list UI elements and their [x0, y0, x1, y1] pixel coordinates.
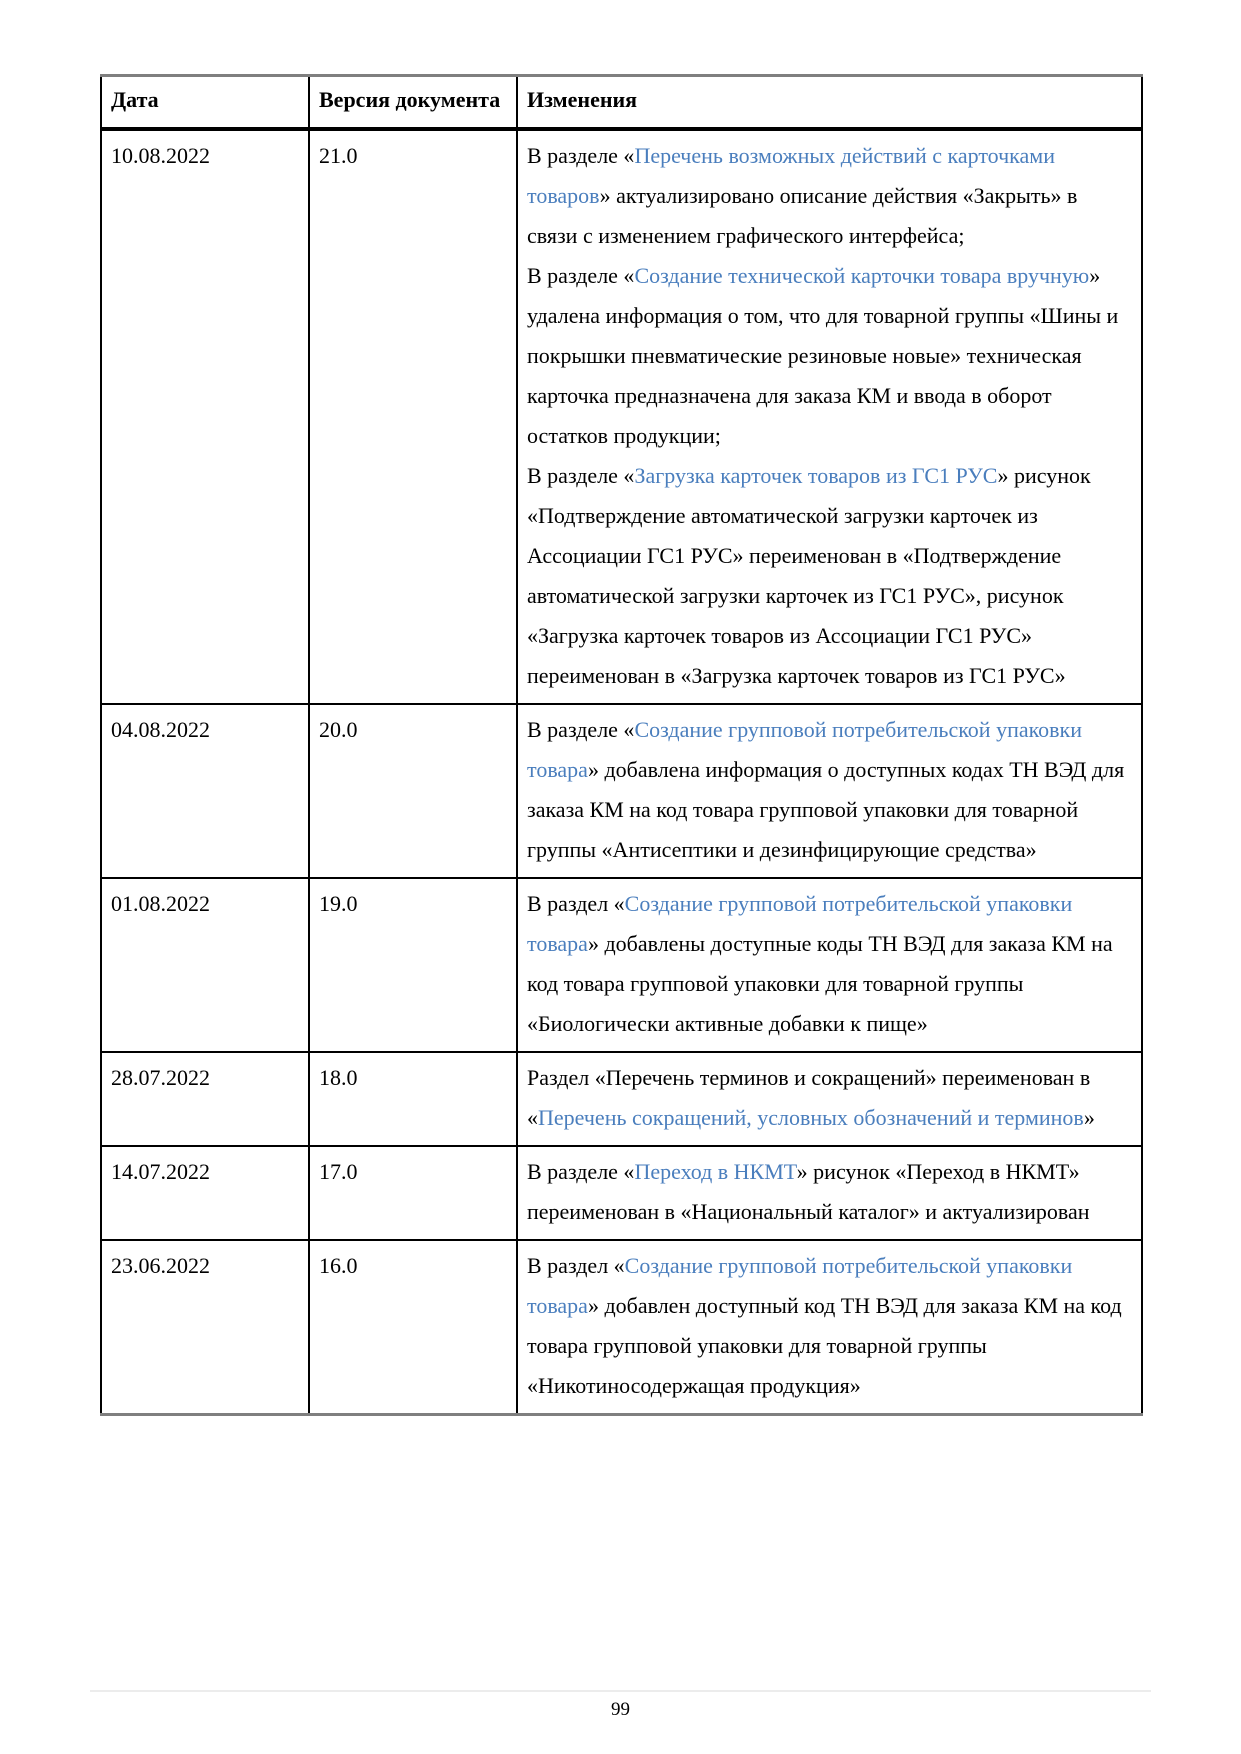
changes-cell — [517, 1146, 1142, 1240]
revision-table-body — [101, 129, 1142, 1415]
header-changes: Изменения — [517, 76, 1142, 130]
table-row — [101, 878, 1142, 1052]
date-cell: 10.08.2022 — [101, 129, 309, 704]
change-paragraph: В раздел «Создание групповой потребительской упаковки товара» добавлены доступные коды ТН ВЭД для заказа КМ на код товара групповой упаковки для товарной группы «Биологически активные добавки к пище» — [527, 891, 1113, 1036]
section-link[interactable]: Перечень возможных действий с карточками товаров — [527, 143, 1055, 208]
revision-history-table — [100, 74, 1143, 1416]
date-cell: 28.07.2022 — [101, 1052, 309, 1146]
section-link[interactable]: Перечень сокращений, условных обозначений и терминов — [538, 1105, 1084, 1130]
date-cell: 01.08.2022 — [101, 878, 309, 1052]
page-number: 99 — [611, 1699, 630, 1720]
table-row — [101, 129, 1142, 704]
version-cell: 18.0 — [309, 1052, 517, 1146]
table-header-row — [101, 76, 1142, 130]
date-cell: 14.07.2022 — [101, 1146, 309, 1240]
table-row — [101, 1146, 1142, 1240]
section-link[interactable]: Создание групповой потребительской упаковки товара — [527, 717, 1083, 782]
header-date: Дата — [101, 76, 309, 130]
date-cell: 23.06.2022 — [101, 1240, 309, 1415]
date-cell: 04.08.2022 — [101, 704, 309, 878]
version-cell: 21.0 — [309, 129, 517, 704]
changes-cell — [517, 129, 1142, 704]
change-paragraph: Раздел «Перечень терминов и сокращений» переименован в «Перечень сокращений, условных обозначений и терминов» — [527, 1065, 1095, 1130]
changes-cell — [517, 878, 1142, 1052]
changes-cell — [517, 1240, 1142, 1415]
change-paragraph: В разделе «Создание групповой потребительской упаковки товара» добавлена информация о доступных кодах ТН ВЭД для заказа КМ на код товара групповой упаковки для товарной группы «Антисептики и дезинфицирующие средства» — [527, 717, 1125, 862]
version-cell: 16.0 — [309, 1240, 517, 1415]
footer-divider — [90, 1690, 1151, 1692]
changes-cell — [517, 1052, 1142, 1146]
section-link[interactable]: Загрузка карточек товаров из ГС1 РУС — [634, 463, 998, 488]
table-row — [101, 704, 1142, 878]
change-paragraph: В разделе «Создание технической карточки товара вручную» удалена информация о том, что для товарной группы «Шины и покрышки пневматические резиновые новые» техническая карточка предназначена для заказа КМ и ввода в оборот остатков продукции; — [527, 263, 1119, 448]
table-row — [101, 1240, 1142, 1415]
change-paragraph: В разделе «Перечень возможных действий с карточками товаров» актуализировано описание действия «Закрыть» в связи с изменением графического интерфейса; — [527, 143, 1078, 248]
section-link[interactable]: Создание групповой потребительской упаковки товара — [527, 891, 1073, 956]
version-cell: 17.0 — [309, 1146, 517, 1240]
section-link[interactable]: Создание групповой потребительской упаковки товара — [527, 1253, 1073, 1318]
table-row — [101, 1052, 1142, 1146]
change-paragraph: В раздел «Создание групповой потребительской упаковки товара» добавлен доступный код ТН ВЭД для заказа КМ на код товара групповой упаковки для товарной группы «Никотиносодержащая продукция» — [527, 1253, 1122, 1398]
section-link[interactable]: Переход в НКМТ — [634, 1159, 797, 1184]
change-paragraph: В разделе «Переход в НКМТ» рисунок «Переход в НКМТ» переименован в «Национальный каталог» и актуализирован — [527, 1159, 1090, 1224]
version-cell: 19.0 — [309, 878, 517, 1052]
header-version: Версия документа — [309, 76, 517, 130]
change-paragraph: В разделе «Загрузка карточек товаров из ГС1 РУС» рисунок «Подтверждение автоматической загрузки карточек из Ассоциации ГС1 РУС» переименован в «Подтверждение автоматической загрузки карточек из ГС1 РУС», рисунок «Загрузка карточек товаров из Ассоциации ГС1 РУС» переименован в «Загрузка карточек товаров из ГС1 РУС» — [527, 463, 1091, 688]
section-link[interactable]: Создание технической карточки товара вручную — [634, 263, 1090, 288]
version-cell: 20.0 — [309, 704, 517, 878]
changes-cell — [517, 704, 1142, 878]
